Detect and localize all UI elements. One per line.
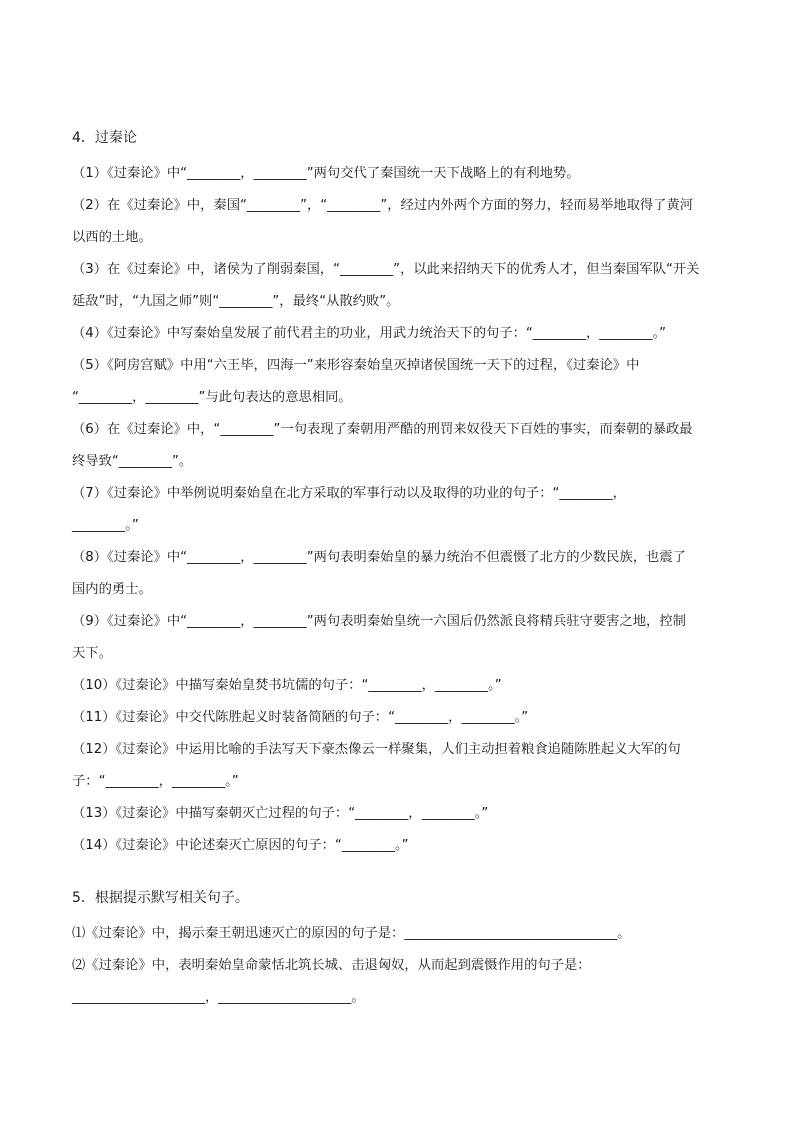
q4-line-13: （8）《过秦论》中“________，________”两句表明秦始皇的暴力统治不但震慑了北方的少数民族，也震了 [72,550,686,565]
q4-line-6: （4）《过秦论》中写秦始皇发展了前代君主的功业，用武力统治天下的句子：“________，________。” [72,326,666,341]
q4-line-8: “________，________”与此句表达的意思相同。 [72,390,352,405]
q4-line-21: （13）《过秦论》中描写秦朝灭亡过程的句子：“________，________。” [72,806,489,821]
section-gap [72,862,732,888]
q4-line-10: 终导致“________”。 [72,454,193,469]
q4-line-12: ________。” [72,518,139,533]
q4-line-15: （9）《过秦论》中“________，________”两句表明秦始皇统一六国后仍然派良将精兵驻守要害之地，控制 [72,614,686,629]
q4-line-17: （10）《过秦论》中描写秦始皇焚书坑儒的句子：“________，________。” [72,678,502,693]
q4-line-4: （3）在《过秦论》中，诸侯为了削弱秦国，“________”，以此来招纳天下的优秀人才，但当秦国军队“开关 [72,262,700,277]
q4-line-3: 以西的土地。 [72,230,152,245]
q5-line-3: ____________________，____________________。 [72,990,365,1005]
q5-line-1: ⑴《过秦论》中，揭示秦王朝迅速灭亡的原因的句子是：________________________________。 [72,926,631,941]
q4-line-20: 子：“________，________。” [72,774,239,789]
q4-line-22: （14）《过秦论》中论述秦灭亡原因的句子：“________。” [72,838,409,853]
q4-line-18: （11）《过秦论》中交代陈胜起义时装备简陋的句子：“________，________。” [72,710,529,725]
q4-line-16: 天下。 [72,646,112,661]
q4-line-14: 国内的勇士。 [72,582,152,597]
q4-line-19: （12）《过秦论》中运用比喻的手法写天下豪杰像云一样聚集，人们主动担着粮食追随陈胜起义大军的句 [72,742,681,757]
q4-line-5: 延敌”时，“九国之师”则“________”，最终“从散约败”。 [72,294,400,309]
question-5-title: 5．根据提示默写相关句子。 [72,890,249,906]
question-4-title: 4．过秦论 [72,130,137,146]
q4-line-11: （7）《过秦论》中举例说明秦始皇在北方采取的军事行动以及取得的功业的句子：“________， [72,486,626,501]
q4-line-7: （5）《阿房宫赋》中用“六王毕，四海一”来形容秦始皇灭掉诸侯国统一天下的过程，《过秦论》中 [72,358,640,373]
q4-line-2: （2）在《过秦论》中，秦国“________”，“________”，经过内外两个方面的努力，轻而易举地取得了黄河 [72,198,694,213]
q4-line-1: （1）《过秦论》中“________，________”两句交代了秦国统一天下战略上的有利地势。 [72,166,580,181]
document-body [72,128,732,1014]
q5-line-2: ⑵《过秦论》中，表明秦始皇命蒙恬北筑长城、击退匈奴，从而起到震慑作用的句子是： [72,958,591,973]
q4-line-9: （6）在《过秦论》中，“________”一句表现了秦朝用严酷的刑罚来奴役天下百姓的事实，而秦朝的暴政最 [72,422,693,437]
